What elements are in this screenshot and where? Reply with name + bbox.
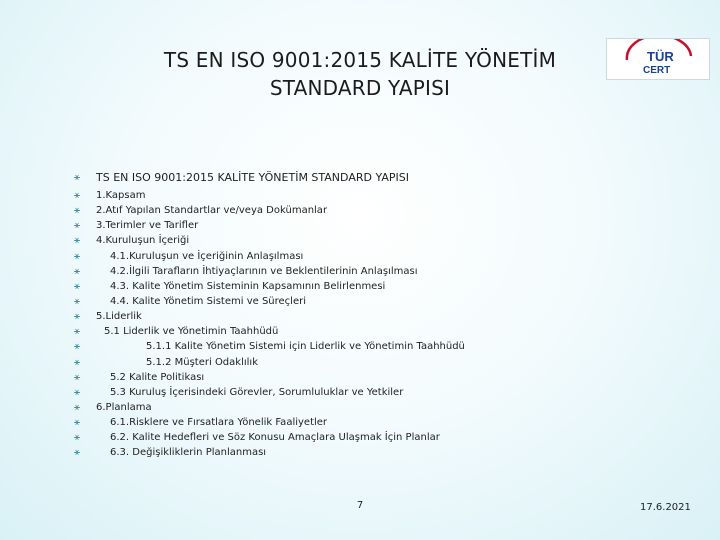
slide-title-line2: STANDARD YAPISI	[269, 76, 451, 100]
bullet-star-icon: ⚹	[74, 417, 80, 429]
slide-title	[110, 46, 610, 102]
bullet-star-icon: ⚹	[74, 190, 80, 201]
slide-title-line1: TS EN ISO 9001:2015 KALİTE YÖNETİM	[163, 48, 557, 72]
bullet-star-icon: ⚹	[74, 341, 80, 353]
bullet-item-text: 5.1.1 Kalite Yönetim Sistemi için Liderlik ve Yönetimin Taahhüdü	[146, 341, 465, 353]
bullet-star-icon: ⚹	[74, 356, 80, 368]
slide-date: 17.6.2021	[640, 502, 691, 513]
bullet-star-icon: ⚹	[74, 401, 80, 413]
bullet-star-icon: ⚹	[74, 326, 80, 338]
bullet-star-icon: ⚹	[74, 432, 80, 444]
bullet-star-icon: ⚹	[74, 250, 80, 262]
bullet-item-text: 6.2. Kalite Hedefleri ve Söz Konusu Amaçlara Ulaşmak İçin Planlar	[110, 432, 440, 444]
bullet-star-icon: ⚹	[74, 172, 80, 183]
bullet-item-text: 4.1.Kuruluşun ve İçeriğinin Anlaşılması	[110, 250, 304, 262]
logo-text-top: TÜR	[647, 49, 674, 64]
bullet-item-text: 5.Liderlik	[96, 311, 142, 323]
bullet-item-text: 6.1.Risklere ve Fırsatlara Yönelik Faaliyetler	[110, 417, 328, 429]
turcert-logo	[606, 38, 710, 80]
bullet-item-text: 4.2.İlgili Tarafların İhtiyaçlarının ve Beklentilerinin Anlaşılması	[110, 265, 418, 277]
bullet-item-text: 5.1 Liderlik ve Yönetimin Taahhüdü	[104, 326, 279, 338]
turcert-logo-graphic	[607, 39, 709, 79]
bullet-star-icon: ⚹	[74, 220, 80, 232]
bullet-item-text: 5.3 Kuruluş İçerisindeki Görevler, Sorumluluklar ve Yetkiler	[110, 386, 404, 398]
bullet-item-text: 1.Kapsam	[96, 190, 146, 201]
bullet-star-icon: ⚹	[74, 295, 80, 307]
bullet-star-icon: ⚹	[74, 205, 80, 217]
bullet-star-icon: ⚹	[74, 265, 80, 277]
bullet-item-text: 6.Planlama	[96, 401, 152, 413]
page-number: 7	[356, 500, 364, 511]
bullet-item-text: 2.Atıf Yapılan Standartlar ve/veya Dokümanlar	[96, 205, 328, 217]
bullet-item-text: TS EN ISO 9001:2015 KALİTE YÖNETİM STANDARD YAPISI	[96, 171, 409, 184]
bullet-star-icon: ⚹	[74, 447, 80, 459]
logo-text-bottom: CERT	[643, 65, 671, 76]
bullet-item-text: 5.2 Kalite Politikası	[110, 371, 205, 383]
bullet-star-icon: ⚹	[74, 386, 80, 398]
bullet-item-text: 4.Kuruluşun İçeriği	[96, 235, 190, 247]
bullet-item-text: 4.3. Kalite Yönetim Sisteminin Kapsamının Belirlenmesi	[110, 280, 386, 292]
bullet-item-text: 6.3. Değişikliklerin Planlanması	[110, 447, 267, 459]
bullet-star-icon: ⚹	[74, 235, 80, 247]
bullet-star-icon: ⚹	[74, 371, 80, 383]
bullet-item-text: 5.1.2 Müşteri Odaklılık	[146, 356, 258, 368]
bullet-star-icon: ⚹	[74, 280, 80, 292]
bullet-star-icon: ⚹	[74, 311, 80, 323]
bullet-item-text: 3.Terimler ve Tarifler	[96, 220, 199, 232]
bullet-item-text: 4.4. Kalite Yönetim Sistemi ve Süreçleri	[110, 295, 306, 307]
